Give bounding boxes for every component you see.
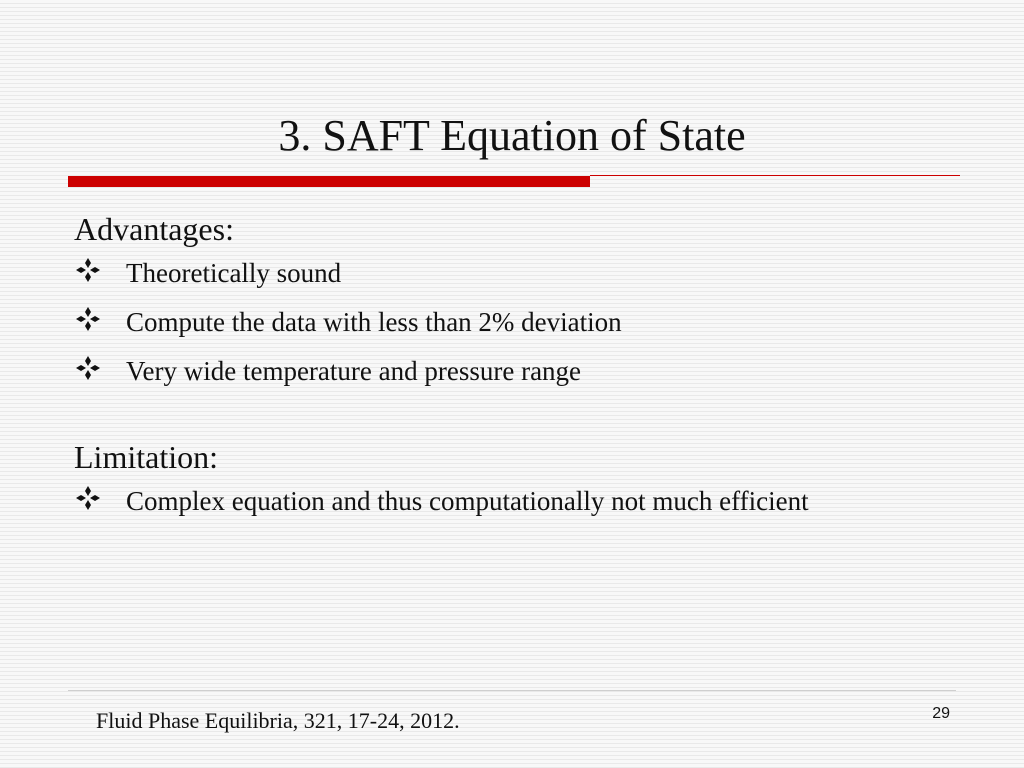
- diamond-bullet-icon: [74, 354, 102, 382]
- title-underline-thick: [68, 176, 590, 187]
- page-number: 29: [932, 705, 950, 722]
- list-item: [74, 253, 954, 293]
- list-item: [74, 302, 954, 342]
- list-item: [74, 481, 954, 521]
- diamond-bullet-icon: [74, 256, 102, 284]
- limitation-list: [74, 481, 954, 521]
- advantages-heading: Advantages:: [74, 211, 234, 247]
- list-item-text: Theoretically sound: [126, 258, 342, 288]
- title-underline-thin: [590, 175, 960, 176]
- advantages-list: [74, 253, 954, 391]
- list-item-text: Very wide temperature and pressure range: [126, 356, 582, 386]
- diamond-bullet-icon: [74, 305, 102, 333]
- slide-title: 3. SAFT Equation of State: [278, 111, 746, 160]
- slide-body: [74, 205, 954, 530]
- footer-divider: [68, 690, 956, 691]
- limitation-heading: Limitation:: [74, 439, 218, 475]
- footer-citation: Fluid Phase Equilibria, 321, 17-24, 2012.: [96, 708, 460, 733]
- diamond-bullet-icon: [74, 484, 102, 512]
- list-item-text: Complex equation and thus computationally not much efficient: [126, 486, 809, 516]
- list-item-text: Compute the data with less than 2% deviation: [126, 307, 622, 337]
- list-item: [74, 351, 954, 391]
